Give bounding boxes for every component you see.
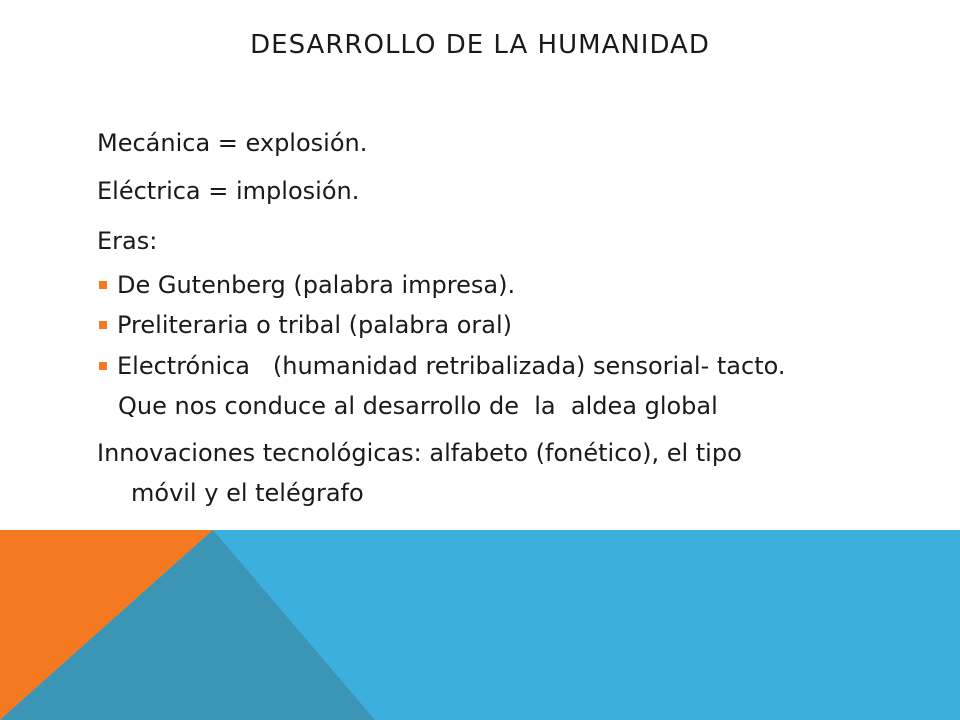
slide-title: DESARROLLO DE LA HUMANIDAD [250, 30, 710, 60]
decorative-bottom-band [0, 530, 960, 720]
text-electronica-continued: Que nos conduce al desarrollo de la aldea global [118, 392, 718, 420]
text-innovaciones: Innovaciones tecnológicas: alfabeto (fonético), el tipo [97, 439, 742, 467]
text-electrica: Eléctrica = implosión. [97, 177, 360, 205]
square-bullet-icon [99, 321, 107, 329]
text-preliteraria: Preliteraria o tribal (palabra oral) [117, 311, 513, 339]
text-mecanica: Mecánica = explosión. [97, 129, 368, 157]
text-eras: Eras: [97, 227, 158, 255]
square-bullet-icon [99, 281, 107, 289]
text-electronica: Electrónica (humanidad retribalizada) sensorial- tacto. [117, 352, 786, 380]
text-gutenberg: De Gutenberg (palabra impresa). [117, 271, 516, 299]
square-bullet-icon [99, 362, 107, 370]
text-innovaciones-continued: móvil y el telégrafo [131, 479, 364, 507]
